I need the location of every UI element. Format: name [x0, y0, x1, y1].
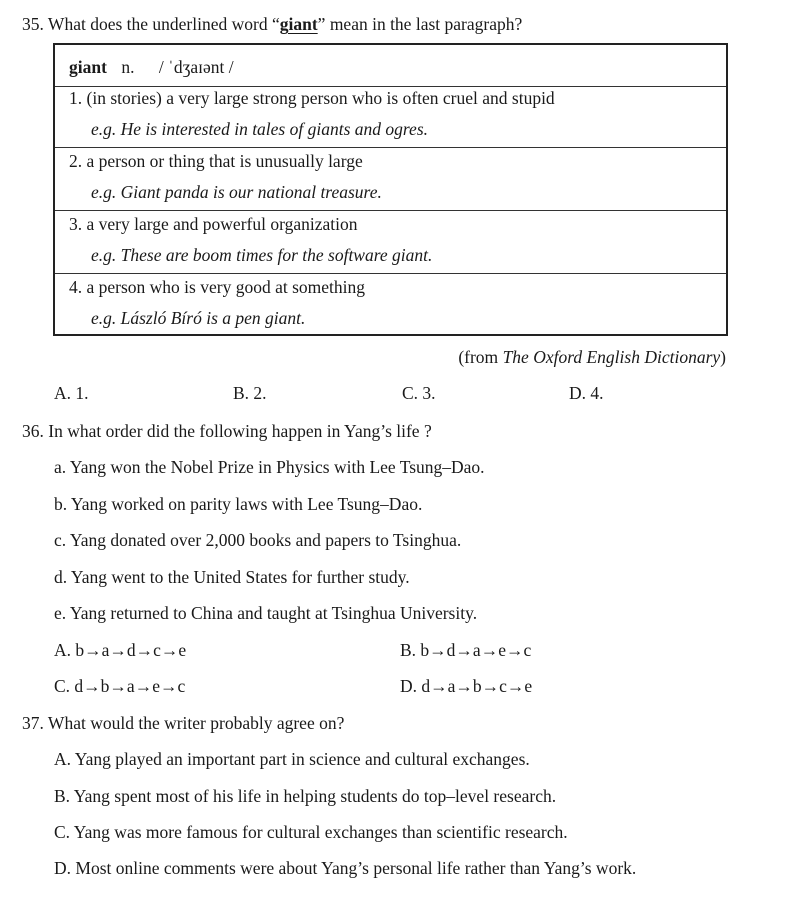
sense-2-example: e.g. Giant panda is our national treasure.	[91, 182, 382, 202]
q36-option-c[interactable]: C. d→b→a→e→c	[54, 676, 186, 696]
q35-option-d[interactable]: D. 4.	[569, 383, 604, 403]
q37-option-a[interactable]: A. Yang played an important part in science and cultural exchanges.	[54, 749, 530, 769]
q35-option-a[interactable]: A. 1.	[54, 383, 89, 403]
divider	[55, 273, 726, 274]
divider	[55, 210, 726, 211]
entry-pos: n.	[121, 57, 135, 77]
divider	[55, 147, 726, 148]
q35-option-c[interactable]: C. 3.	[402, 383, 436, 403]
divider	[55, 86, 726, 87]
source-title: The Oxford English Dictionary	[502, 347, 721, 367]
q36-event-d: d. Yang went to the United States for further study.	[54, 567, 410, 587]
q36-option-d[interactable]: D. d→a→b→c→e	[400, 676, 533, 696]
question-37-stem: 37. What would the writer probably agree on?	[22, 713, 345, 733]
sense-4-example: e.g. László Bíró is a pen giant.	[91, 308, 306, 328]
dictionary-source	[458, 347, 726, 368]
q36-option-a[interactable]: A. b→a→d→c→e	[54, 640, 187, 660]
q35-prefix: 35. What does the underlined word “	[22, 14, 280, 34]
entry-pronunciation: / ˈdʒaɪənt /	[158, 57, 234, 77]
q36-event-e: e. Yang returned to China and taught at Tsinghua University.	[54, 603, 478, 623]
entry-header	[69, 57, 234, 78]
source-prefix: (from	[458, 347, 503, 367]
dictionary-entry-box	[53, 43, 728, 336]
q37-option-c[interactable]: C. Yang was more famous for cultural exchanges than scientific research.	[54, 822, 568, 842]
source-suffix: )	[720, 347, 726, 367]
sense-4-definition: 4. a person who is very good at something	[69, 277, 365, 297]
underlined-word: giant	[279, 14, 318, 34]
q36-option-b[interactable]: B. b→d→a→e→c	[400, 640, 532, 660]
q35-suffix: ” mean in the last paragraph?	[317, 14, 523, 34]
entry-headword: giant	[69, 57, 107, 77]
question-35-stem	[22, 14, 522, 35]
q36-event-c: c. Yang donated over 2,000 books and papers to Tsinghua.	[54, 530, 462, 550]
question-36-stem: 36. In what order did the following happen in Yang’s life ?	[22, 421, 432, 441]
sense-3-example: e.g. These are boom times for the software giant.	[91, 245, 433, 265]
sense-1-definition: 1. (in stories) a very large strong person who is often cruel and stupid	[69, 88, 555, 108]
sense-1-example: e.g. He is interested in tales of giants and ogres.	[91, 119, 429, 139]
q37-option-d[interactable]: D. Most online comments were about Yang’s personal life rather than Yang’s work.	[54, 858, 637, 878]
q36-event-b: b. Yang worked on parity laws with Lee Tsung–Dao.	[54, 494, 423, 514]
q37-option-b[interactable]: B. Yang spent most of his life in helping students do top–level research.	[54, 786, 557, 806]
q35-option-b[interactable]: B. 2.	[233, 383, 267, 403]
sense-2-definition: 2. a person or thing that is unusually large	[69, 151, 363, 171]
sense-3-definition: 3. a very large and powerful organization	[69, 214, 358, 234]
q36-event-a: a. Yang won the Nobel Prize in Physics with Lee Tsung–Dao.	[54, 457, 485, 477]
